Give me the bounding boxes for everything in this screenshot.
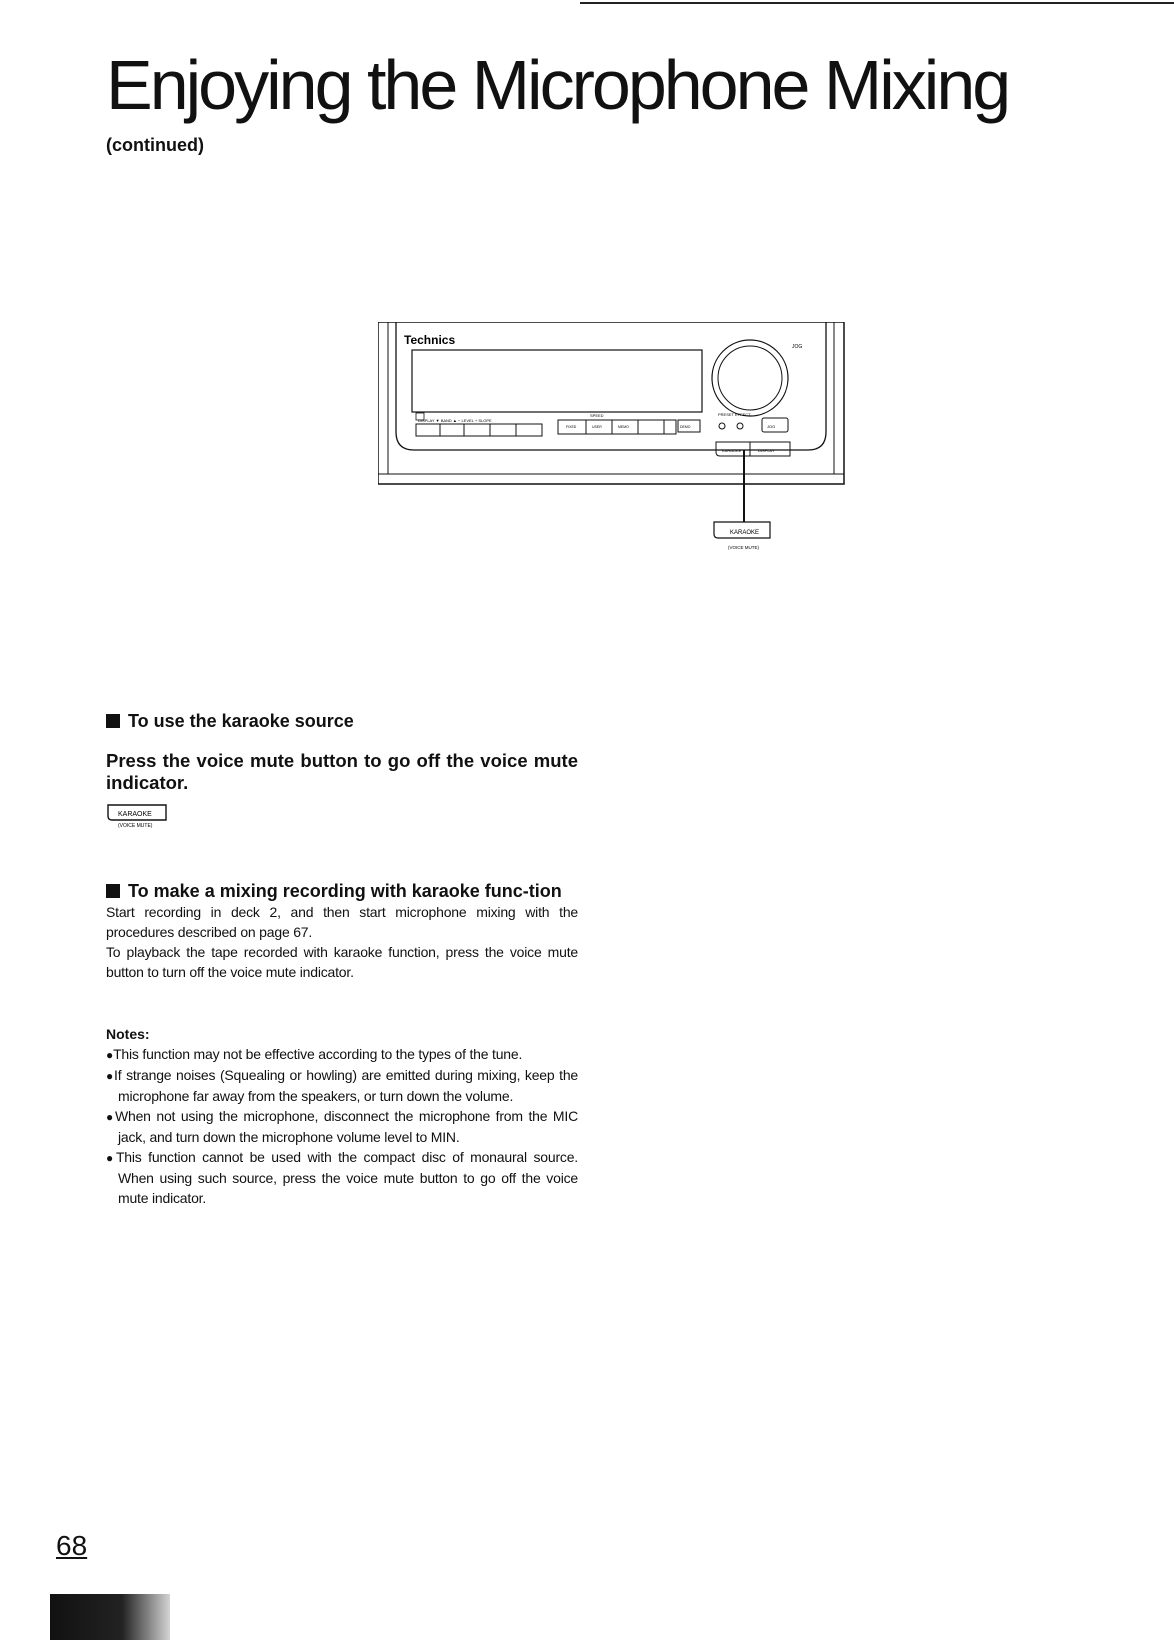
page-number: 68 xyxy=(56,1530,88,1561)
instruction-text: Press the voice mute button to go off the voice mute indicator. xyxy=(106,750,578,793)
svg-text:(VOICE MUTE): (VOICE MUTE) xyxy=(728,545,759,550)
notes-title: Notes: xyxy=(106,1026,150,1042)
section-instruction xyxy=(106,750,578,794)
svg-text:FIXED: FIXED xyxy=(566,425,577,429)
display-window xyxy=(412,350,702,412)
note-item: ●When not using the microphone, disconnect the microphone from the MIC jack, and turn down the microphone volume level to MIN. xyxy=(106,1108,578,1145)
svg-text:DISPLAY ▼ BAND ▲ − LEVE: DISPLAY ▼ BAND ▲ − LEVEL + SLOPE xyxy=(418,418,492,423)
note-item: ●This function may not be effective according to the types of the tune. xyxy=(106,1046,523,1062)
note-item: ●If strange noises (Squealing or howling) are emitted during mixing, keep the microphone far away from the speakers, or turn down the volume. xyxy=(106,1067,578,1104)
brand-logo: Technics xyxy=(404,333,456,347)
section-karaoke-source xyxy=(106,710,578,732)
karaoke-voice-mute-button-icon xyxy=(106,803,176,829)
paragraph: Start recording in deck 2, and then start microphone mixing with the procedures described on page 67. xyxy=(106,904,578,940)
page-title: Enjoying the Microphone Mixing xyxy=(106,46,1009,124)
jog-dial-inner xyxy=(718,346,782,410)
svg-text:DISPLAY: DISPLAY xyxy=(758,448,775,453)
section-mixing-recording xyxy=(106,880,578,982)
page-subtitle: (continued) xyxy=(106,135,204,155)
section-heading: To make a mixing recording with karaoke func-tion xyxy=(106,880,578,902)
note-item: ●This function cannot be used with the compact disc of monaural source. When using such source, press the voice mute button to go off the voice mute indicator. xyxy=(106,1149,578,1206)
callout-karaoke-button xyxy=(714,522,770,550)
svg-text:USER: USER xyxy=(592,425,602,429)
notes-section xyxy=(106,1024,578,1208)
scan-corner-mark xyxy=(50,1594,170,1640)
square-bullet-icon xyxy=(106,884,120,898)
svg-text:(VOICE MUTE): (VOICE MUTE) xyxy=(118,823,153,829)
svg-text:PRESET EFFECT: PRESET EFFECT xyxy=(718,412,751,417)
svg-text:JOG: JOG xyxy=(767,424,776,429)
paragraph: To playback the tape recorded with karaoke function, press the voice mute button to turn off the voice mute indicator. xyxy=(106,944,578,980)
jog-label: JOG xyxy=(792,344,803,350)
section-heading: To use the karaoke source xyxy=(106,710,578,732)
svg-text:SPEED: SPEED xyxy=(590,413,604,418)
svg-text:KARAOKE: KARAOKE xyxy=(730,530,760,536)
svg-text:KARAOKE: KARAOKE xyxy=(118,811,152,818)
svg-text:DEMO: DEMO xyxy=(680,425,691,429)
device-front-panel-illustration xyxy=(378,322,848,582)
square-bullet-icon xyxy=(106,714,120,728)
svg-text:MEMO: MEMO xyxy=(618,425,629,429)
top-rule xyxy=(580,2,1174,4)
svg-text:KARAOKE: KARAOKE xyxy=(722,448,742,453)
